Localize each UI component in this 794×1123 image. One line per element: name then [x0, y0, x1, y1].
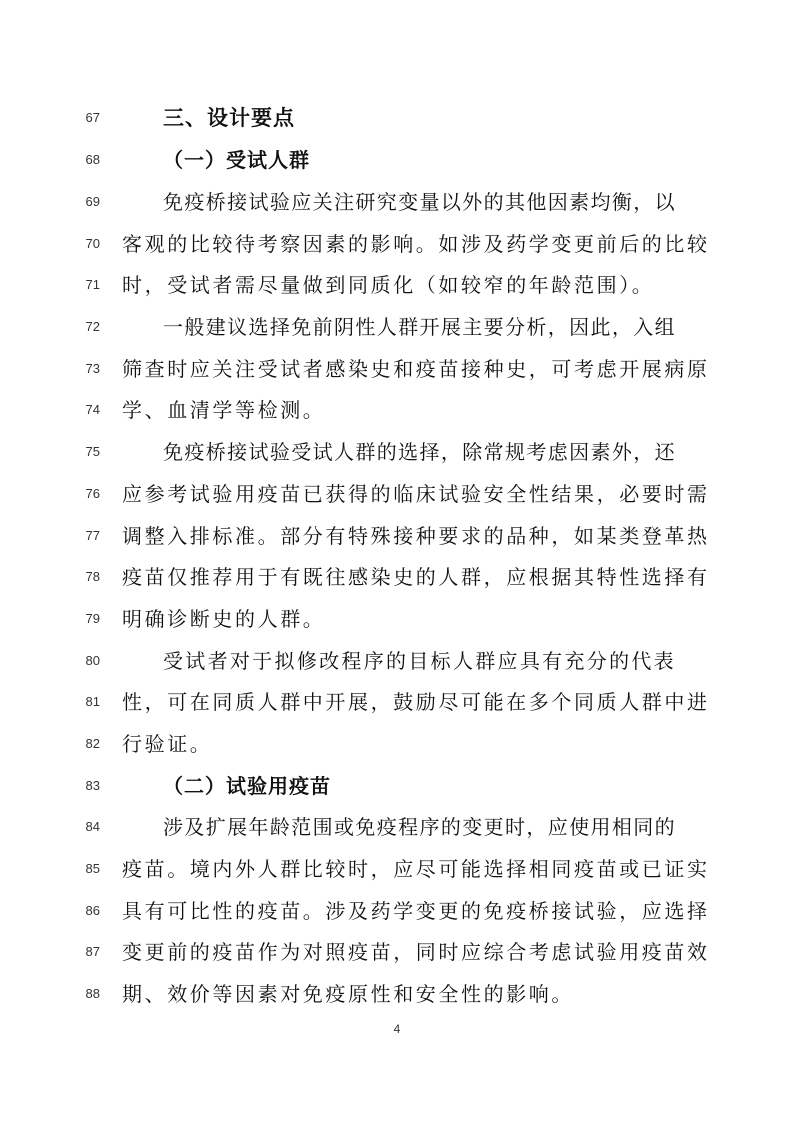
- paragraph-text: 一般建议选择免前阴性人群开展主要分析，因此，入组: [163, 315, 676, 339]
- document-line: [0, 390, 794, 430]
- document-line: [0, 974, 794, 1014]
- document-line: [0, 807, 794, 847]
- document-line: [0, 474, 794, 514]
- paragraph-text: 受试者对于拟修改程序的目标人群应具有充分的代表: [163, 649, 676, 673]
- line-number: 84: [85, 819, 100, 834]
- document-line: [0, 182, 794, 222]
- paragraph-text: 疫苗仅推荐用于有既往感染史的人群，应根据其特性选择有: [122, 565, 710, 589]
- line-number: 70: [85, 236, 100, 251]
- line-number: 82: [85, 736, 100, 751]
- document-line: [0, 724, 794, 764]
- line-number: 79: [85, 611, 100, 626]
- line-number: 87: [85, 944, 100, 959]
- paragraph-text: 免疫桥接试验应关注研究变量以外的其他因素均衡，以: [163, 190, 676, 214]
- paragraph-text: 疫苗。境内外人群比较时，应尽可能选择相同疫苗或已证实: [122, 857, 710, 881]
- document-line: [0, 891, 794, 931]
- line-number: 74: [85, 402, 100, 417]
- document-line: [0, 349, 794, 389]
- page-number: 4: [393, 1022, 401, 1036]
- paragraph-text: 变更前的疫苗作为对照疫苗，同时应综合考虑试验用疫苗效: [122, 940, 710, 964]
- line-number: 80: [85, 653, 100, 668]
- paragraph-text: 调整入排标准。部分有特殊接种要求的品种，如某类登革热: [122, 524, 710, 548]
- paragraph-text: 免疫桥接试验受试人群的选择，除常规考虑因素外，还: [163, 440, 676, 464]
- document-line: [0, 932, 794, 972]
- line-number: 72: [85, 319, 100, 334]
- document-line: [0, 140, 794, 180]
- subsection-heading: （一）受试人群: [163, 148, 310, 172]
- paragraph-text: 性，可在同质人群中开展，鼓励尽可能在多个同质人群中进: [122, 690, 710, 714]
- paragraph-text: 涉及扩展年龄范围或免疫程序的变更时，应使用相同的: [163, 815, 676, 839]
- paragraph-text: 明确诊断史的人群。: [122, 607, 326, 631]
- subsection-heading: （二）试验用疫苗: [163, 774, 331, 798]
- paragraph-text: 筛查时应关注受试者感染史和疫苗接种史，可考虑开展病原: [122, 357, 710, 381]
- document-line: [0, 98, 794, 138]
- document-line: [0, 307, 794, 347]
- paragraph-text: 行验证。: [122, 732, 213, 756]
- paragraph-text: 应参考试验用疫苗已获得的临床试验安全性结果，必要时需: [122, 482, 710, 506]
- line-number: 71: [85, 277, 100, 292]
- line-number: 88: [85, 986, 100, 1001]
- document-line: [0, 682, 794, 722]
- paragraph-text: 学、血清学等检测。: [122, 398, 326, 422]
- line-number: 85: [85, 861, 100, 876]
- document-line: [0, 641, 794, 681]
- document-line: [0, 599, 794, 639]
- document-line: [0, 432, 794, 472]
- line-number: 75: [85, 444, 100, 459]
- line-number: 81: [85, 694, 100, 709]
- document-line: [0, 224, 794, 264]
- line-number: 78: [85, 569, 100, 584]
- line-number: 86: [85, 903, 100, 918]
- document-line: [0, 516, 794, 556]
- paragraph-text: 时，受试者需尽量做到同质化（如较窄的年龄范围）。: [122, 273, 655, 297]
- line-number: 68: [85, 152, 100, 167]
- paragraph-text: 客观的比较待考察因素的影响。如涉及药学变更前后的比较: [122, 232, 710, 256]
- line-number: 67: [85, 110, 100, 125]
- section-heading: 三、设计要点: [163, 106, 295, 130]
- document-line: [0, 265, 794, 305]
- line-number: 76: [85, 486, 100, 501]
- paragraph-text: 具有可比性的疫苗。涉及药学变更的免疫桥接试验，应选择: [122, 899, 710, 923]
- line-number: 77: [85, 528, 100, 543]
- document-line: [0, 557, 794, 597]
- line-number: 69: [85, 194, 100, 209]
- document-line: [0, 849, 794, 889]
- paragraph-text: 期、效价等因素对免疫原性和安全性的影响。: [122, 982, 574, 1006]
- line-number: 73: [85, 361, 100, 376]
- document-line: [0, 766, 794, 806]
- line-number: 83: [85, 778, 100, 793]
